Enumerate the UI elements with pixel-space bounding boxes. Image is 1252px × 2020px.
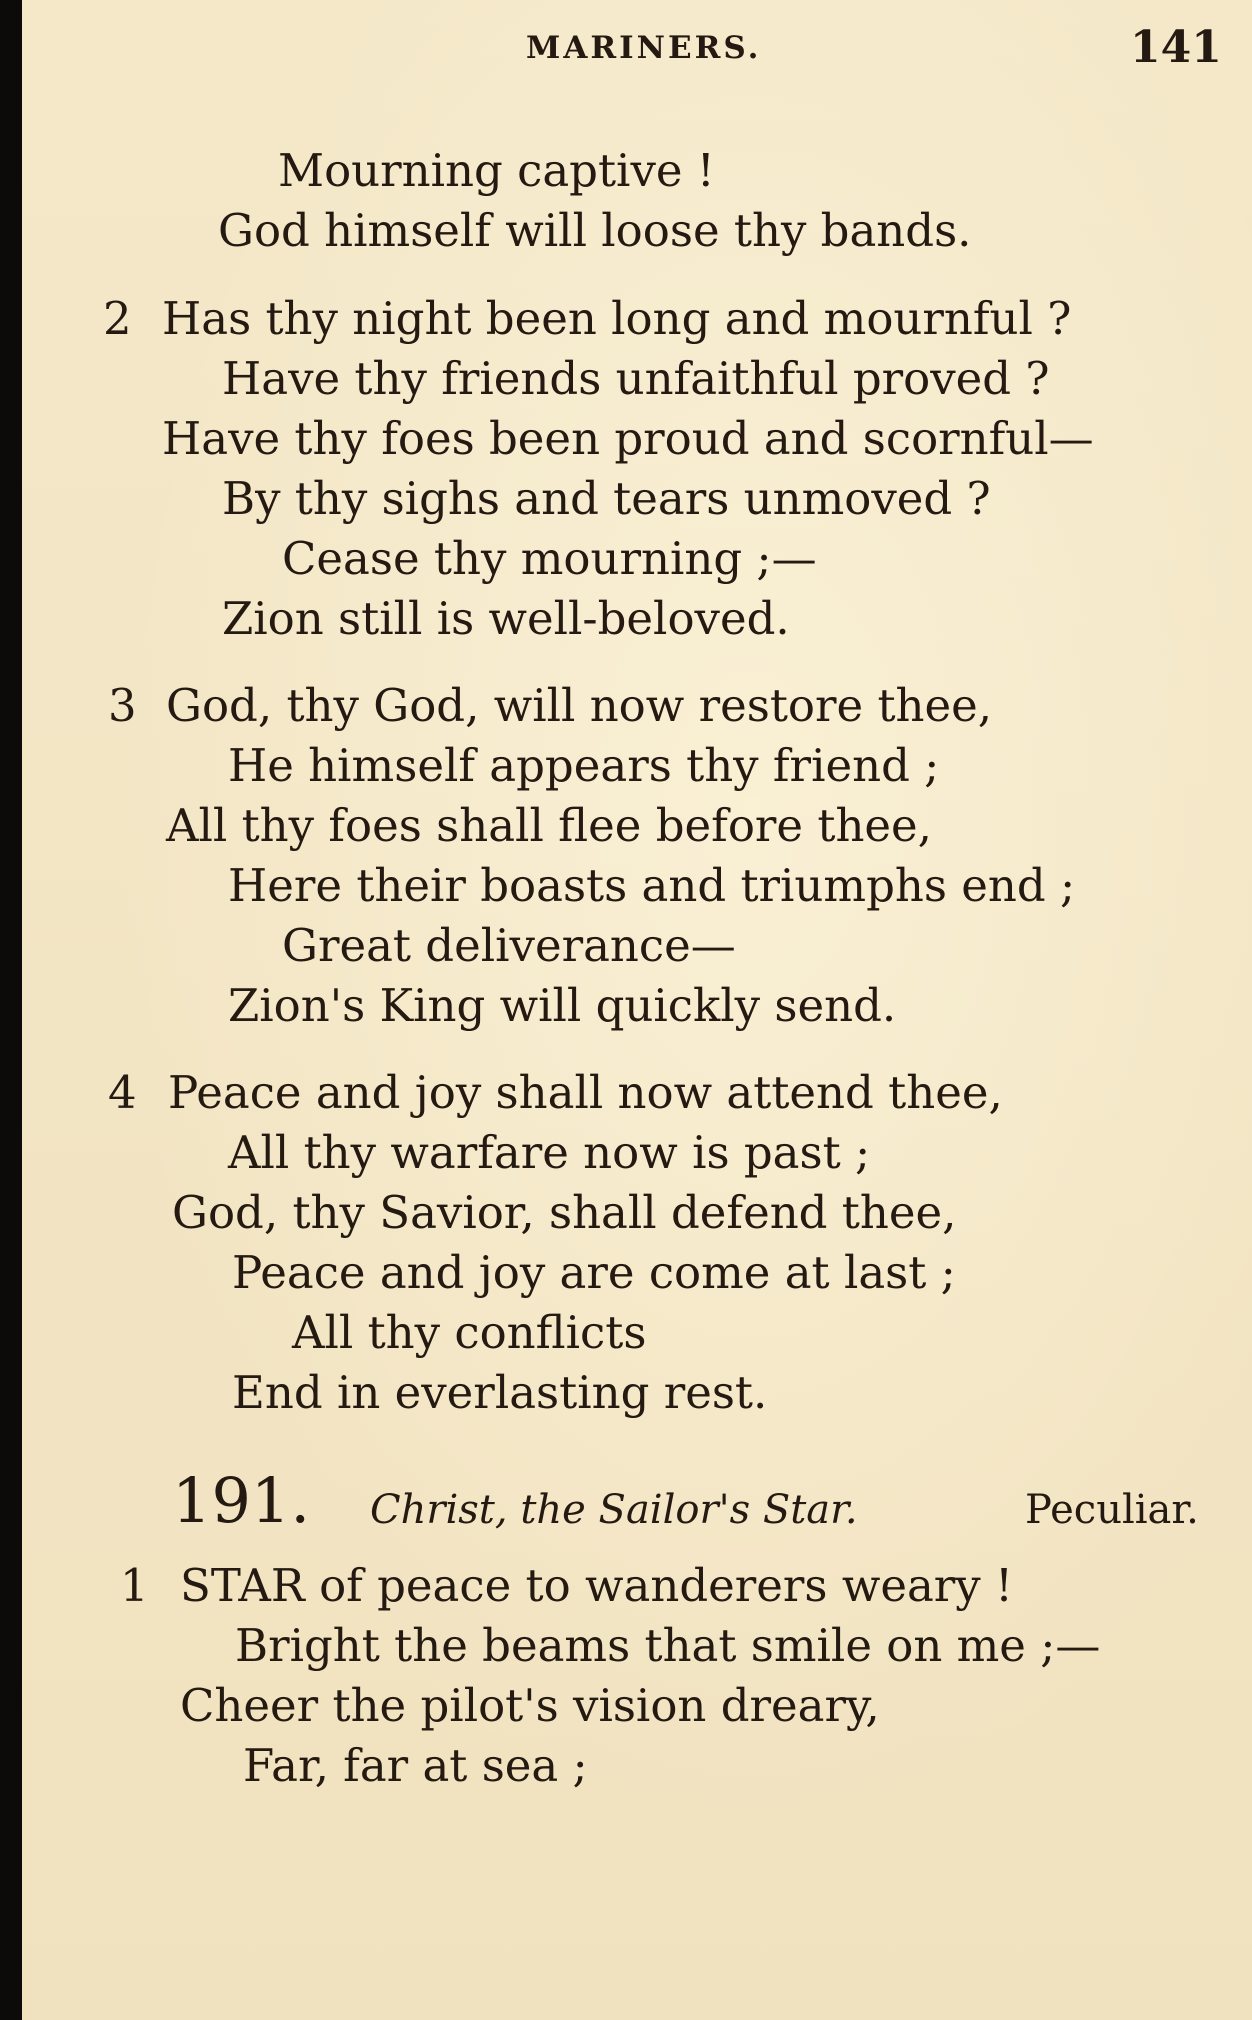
verse-line: Mourning captive ! [278, 144, 715, 197]
verse-line: God, thy Savior, shall defend thee, [172, 1186, 957, 1239]
verse-line: STAR of peace to wanderers weary ! [180, 1559, 1014, 1612]
page-spine-edge [0, 0, 22, 2020]
verse-line: Cease thy mourning ;— [282, 532, 817, 585]
stanza-number: 3 [108, 679, 137, 732]
hymn-title: Christ, the Sailor's Star. [370, 1487, 858, 1533]
page-number: 141 [1130, 22, 1222, 73]
stanza-number: 2 [103, 292, 132, 345]
hymn-number: 191. [172, 1464, 311, 1537]
verse-line: End in everlasting rest. [232, 1366, 768, 1419]
stanza-number: 1 [120, 1559, 149, 1612]
verse-line: Great deliverance— [282, 919, 736, 972]
verse-line: God himself will loose thy bands. [218, 204, 972, 257]
stanza-number: 4 [108, 1066, 137, 1119]
verse-line: Zion's King will quickly send. [228, 979, 897, 1032]
hymn-meter: Peculiar. [1025, 1487, 1199, 1533]
verse-line: Far, far at sea ; [243, 1739, 588, 1792]
verse-line: By thy sighs and tears unmoved ? [222, 472, 991, 525]
running-head: MARINERS. [526, 30, 762, 66]
verse-line: Have thy friends unfaithful proved ? [222, 352, 1050, 405]
verse-line: Peace and joy shall now attend thee, [168, 1066, 1003, 1119]
verse-line: All thy conflicts [292, 1306, 647, 1359]
verse-line: Have thy foes been proud and scornful— [162, 412, 1094, 465]
verse-line: Peace and joy are come at last ; [232, 1246, 956, 1299]
verse-line: Zion still is well-beloved. [222, 592, 790, 645]
verse-line: All thy warfare now is past ; [228, 1126, 871, 1179]
page-header [0, 22, 1252, 72]
verse-line: God, thy God, will now restore thee, [166, 679, 993, 732]
verse-line: Here their boasts and triumphs end ; [228, 859, 1076, 912]
verse-line: Bright the beams that smile on me ;— [235, 1619, 1101, 1672]
verse-line: Has thy night been long and mournful ? [162, 292, 1072, 345]
verse-line: All thy foes shall flee before thee, [166, 799, 932, 852]
verse-line: He himself appears thy friend ; [228, 739, 940, 792]
verse-line: Cheer the pilot's vision dreary, [180, 1679, 880, 1732]
